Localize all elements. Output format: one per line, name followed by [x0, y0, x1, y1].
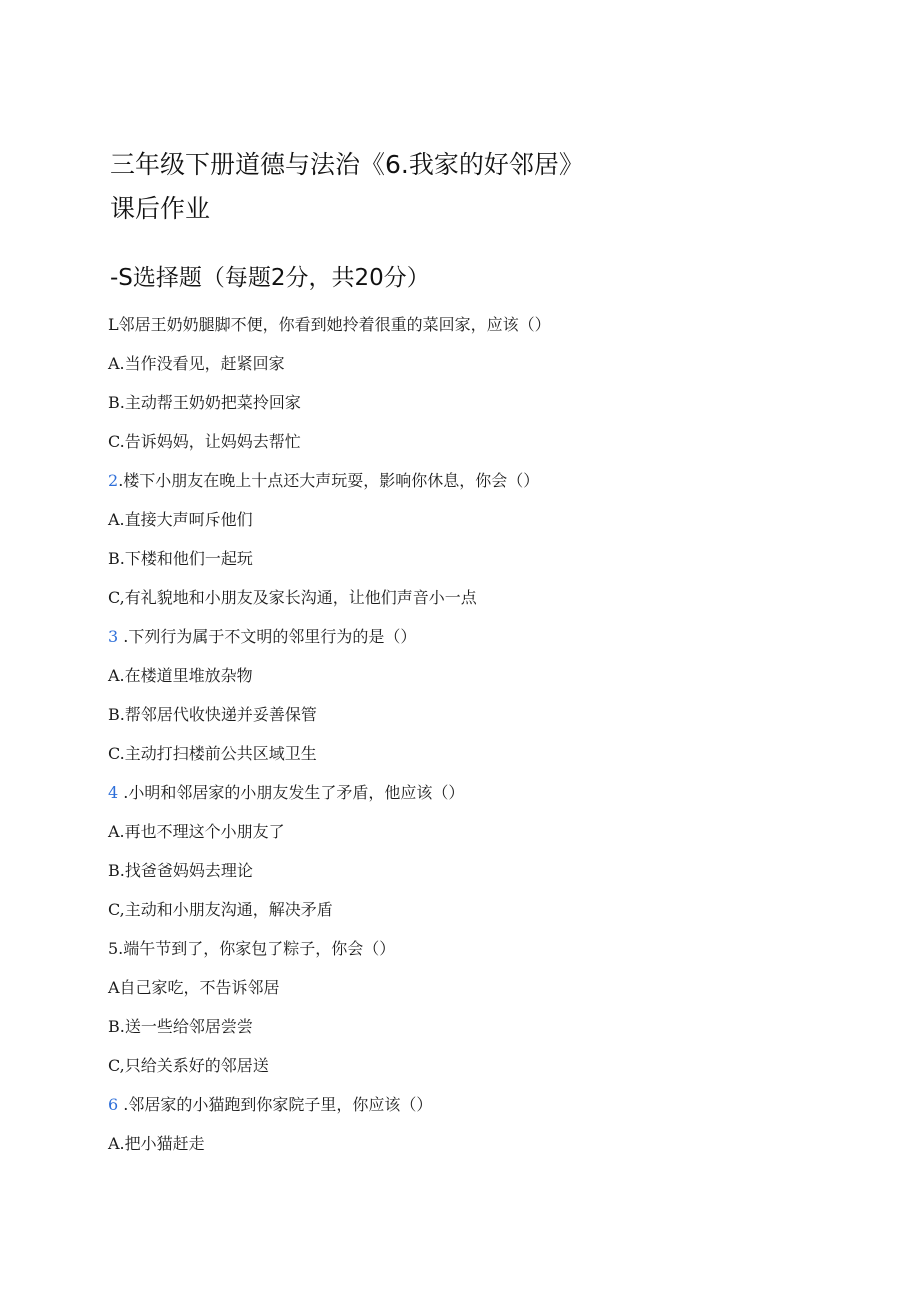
line-text: B.送一些给邻居尝尝 [108, 1017, 253, 1036]
text-line [108, 305, 808, 344]
line-text: B.帮邻居代收快递并妥善保管 [108, 705, 317, 724]
text-line [108, 812, 808, 851]
line-text: C,主动和小朋友沟通，解决矛盾 [108, 900, 333, 919]
text-line [108, 734, 808, 773]
page-title: 三年级下册道德与法治《6.我家的好邻居》课后作业 [110, 150, 584, 223]
text-line [108, 344, 808, 383]
line-text: L邻居王奶奶腿脚不便，你看到她拎着很重的菜回家，应该（） [108, 315, 551, 334]
text-line [108, 500, 808, 539]
text-line [108, 578, 808, 617]
question-line [108, 773, 808, 812]
text-line [108, 968, 808, 1007]
question-list [108, 305, 808, 1163]
line-text: B.主动帮王奶奶把菜拎回家 [108, 393, 301, 412]
line-text: A.在楼道里堆放杂物 [108, 666, 253, 685]
line-text: A.当作没看见，赶紧回家 [108, 354, 285, 373]
text-line [108, 422, 808, 461]
line-text: B.找爸爸妈妈去理论 [108, 861, 253, 880]
line-text: .下列行为属于不文明的邻里行为的是（） [118, 627, 417, 646]
line-text: C,只给关系好的邻居送 [108, 1056, 269, 1075]
section-heading: -S选择题（每题2分，共20分） [110, 265, 430, 291]
text-line [108, 929, 808, 968]
text-line [108, 656, 808, 695]
question-number: 6 [108, 1095, 119, 1114]
text-line [108, 1046, 808, 1085]
line-text: C.告诉妈妈，让妈妈去帮忙 [108, 432, 301, 451]
line-text: .邻居家的小猫跑到你家院子里，你应该（） [118, 1095, 433, 1114]
line-text: A自己家吃，不告诉邻居 [108, 978, 280, 997]
question-line [108, 617, 808, 656]
line-text: A.再也不理这个小朋友了 [108, 822, 285, 841]
line-text: .小明和邻居家的小朋友发生了矛盾，他应该（） [118, 783, 465, 802]
text-line [108, 890, 808, 929]
text-line [108, 851, 808, 890]
text-line [108, 383, 808, 422]
line-text: A.直接大声呵斥他们 [108, 510, 253, 529]
text-line [108, 1007, 808, 1046]
text-line [108, 539, 808, 578]
line-text: A.把小猫赶走 [108, 1134, 205, 1153]
text-line [108, 1124, 808, 1163]
line-text: B.下楼和他们一起玩 [108, 549, 253, 568]
question-number: 3 [108, 627, 119, 646]
text-line [108, 695, 808, 734]
question-number: 2 [108, 471, 119, 490]
question-line [108, 461, 808, 500]
question-line [108, 1085, 808, 1124]
line-text: 5.端午节到了，你家包了粽子，你会（） [108, 939, 396, 958]
line-text: C,有礼貌地和小朋友及家长沟通，让他们声音小一点 [108, 588, 477, 607]
question-number: 4 [108, 783, 119, 802]
line-text: .楼下小朋友在晚上十点还大声玩耍，影响你休息，你会（） [118, 471, 540, 490]
line-text: C.主动打扫楼前公共区域卫生 [108, 744, 317, 763]
